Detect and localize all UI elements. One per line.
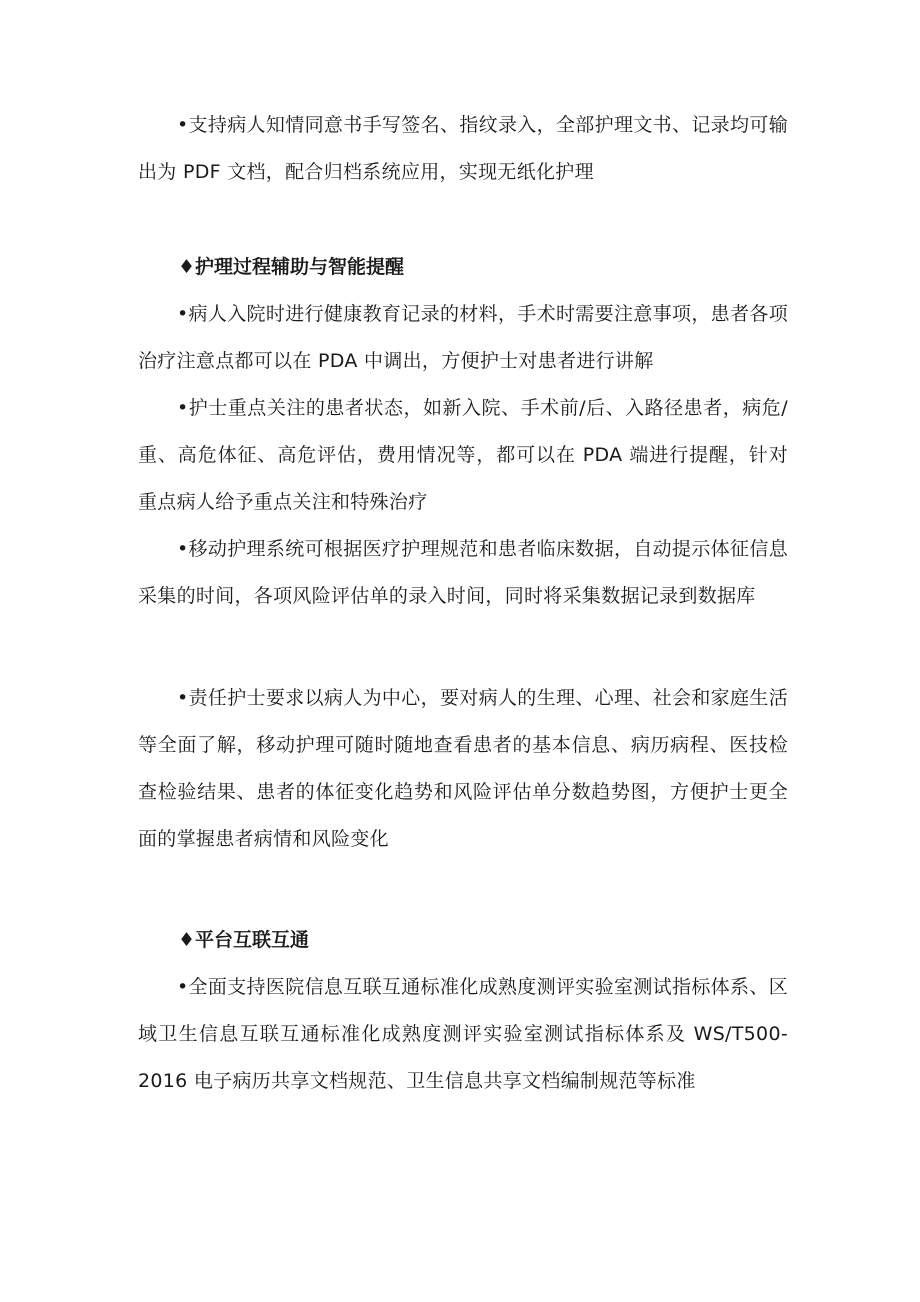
paragraph-handwritten-signature: •支持病人知情同意书手写签名、指纹录入，全部护理文书、记录均可输出为 PDF 文档，配合归档系统应用，实现无纸化护理 bbox=[138, 114, 788, 183]
section-heading-nursing-assistance: ♦护理过程辅助与智能提醒 bbox=[178, 256, 405, 278]
paragraph-patient-centered: •责任护士要求以病人为中心，要对病人的生理、心理、社会和家庭生活等全面了解，移动护理可随时随地查看患者的基本信息、病历病程、医技检查检验结果、患者的体征变化趋势和风险评估单分数趋势图，方便护士更全面的掌握患者病情和风险变化 bbox=[138, 687, 788, 850]
section-heading-platform-interconnection: ♦平台互联互通 bbox=[178, 929, 310, 951]
paragraph-key-patient-status: •护士重点关注的患者状态，如新入院、手术前/后、入路径患者，病危/重、高危体征、高危评估，费用情况等，都可以在 PDA 端进行提醒，针对重点病人给予重点关注和特殊治疗 bbox=[138, 397, 788, 513]
paragraph-health-education: •病人入院时进行健康教育记录的材料，手术时需要注意事项，患者各项治疗注意点都可以在 PDA 中调出，方便护士对患者进行讲解 bbox=[138, 303, 788, 372]
paragraph-interconnection-standards: •全面支持医院信息互联互通标准化成熟度测评实验室测试指标体系、区域卫生信息互联互通标准化成熟度测评实验室测试指标体系及 WS/T500-2016 电子病历共享文档规范、卫生信息共享文档编制规范等标准 bbox=[138, 976, 788, 1092]
paragraph-auto-reminder: •移动护理系统可根据医疗护理规范和患者临床数据，自动提示体征信息采集的时间，各项风险评估单的录入时间，同时将采集数据记录到数据库 bbox=[138, 538, 788, 607]
